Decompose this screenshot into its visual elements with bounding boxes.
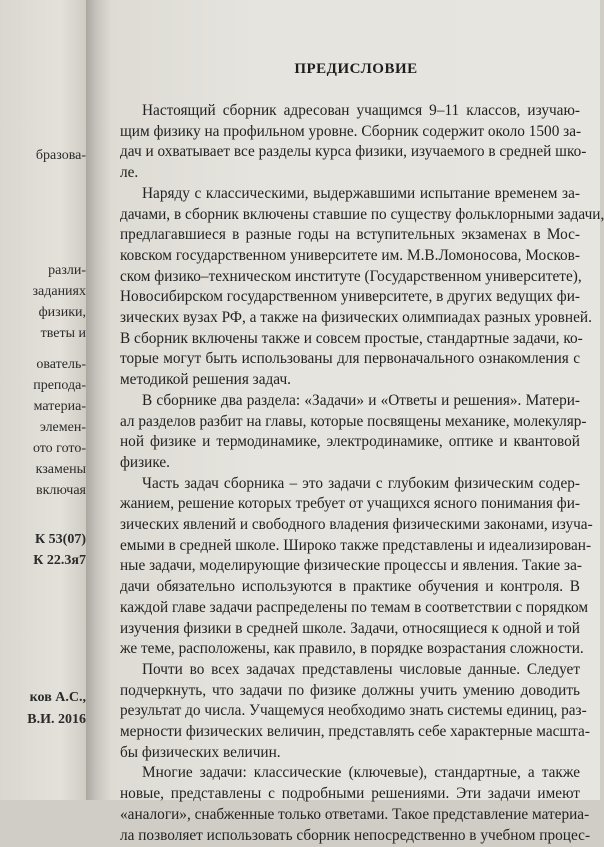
text-line: физике.: [120, 453, 170, 471]
text-line: предлагавшиеся в разные годы на вступительных экзаменах в Мос-: [120, 226, 580, 244]
left-page-text-fragment: заданиях: [32, 284, 86, 299]
text-line: результат до числа. Учащемуся необходимо знать системы единиц, раз-: [120, 702, 587, 720]
text-line: методикой решения задач.: [120, 371, 291, 389]
text-line: ла позволяет использовать сборник непосредственно в учебном процес-: [120, 826, 591, 844]
left-page-text-fragment: физики,: [38, 305, 86, 320]
text-line: ной физике и термодинамике, электродинамике, оптике и квантовой: [120, 433, 580, 451]
text-line: новые, представлены с подробными решениями. Эти задачи имеют: [120, 785, 580, 803]
text-line: ковском государственном университете им. М.В.Ломоносова, Москов-: [120, 246, 580, 264]
text-line: «аналоги», снабженные только ответами. Такое представление материа-: [120, 805, 590, 823]
text-line: мерности физических величин, представлять себе характерные масшта-: [120, 723, 590, 740]
left-page-text-fragment: включая: [35, 483, 86, 498]
text-line: В сборнике два раздела: «Задачи» и «Ответы и решения». Матери-: [142, 391, 580, 409]
text-line: зических вузах РФ, а также на физических олимпиадах разных уровней.: [120, 309, 592, 326]
text-line: же теме, расположены, как правило, в порядке возрастания сложности.: [120, 640, 584, 658]
right-page: [112, 0, 604, 844]
text-line: зических явлений и свободного владения физическими законами, изуча-: [120, 516, 593, 533]
left-page-text-fragment: ото гото-: [32, 441, 86, 456]
text-line: щим физику на профильном уровне. Сборник содержит около 1500 за-: [120, 122, 582, 140]
left-page: [0, 0, 86, 800]
page-title: ПРЕДИСЛОВИЕ: [294, 61, 418, 77]
left-page-text-fragment: препода-: [33, 378, 86, 393]
text-line: емыми в средней школе. Широко также представлены и идеализирован-: [120, 536, 592, 554]
text-line: торые могут быть использованы для первоначального ознакомления с: [120, 350, 580, 368]
left-page-text-fragment: ков А.С.,: [29, 690, 86, 705]
book-gutter: [86, 0, 112, 800]
left-page-text-fragment: тветы и: [40, 326, 86, 341]
text-line: Многие задачи: классические (ключевые), стандартные, а также: [142, 764, 580, 782]
text-line: Новосибирском государственном университете, в других ведущих фи-: [120, 288, 580, 306]
text-line: Наряду с классическими, выдержавшими испытание временем за-: [142, 184, 580, 202]
text-line: изучения физики в средней школе. Задачи, относящиеся к одной и той: [120, 619, 580, 637]
text-line: каждой главе задачи распределены по темам в соответствии с порядком: [120, 598, 589, 616]
left-page-text-fragment: кзамены: [35, 462, 86, 477]
left-page-text-fragment: разли-: [48, 263, 86, 278]
left-page-text-fragment: К 22.3я7: [33, 553, 86, 568]
text-line: Настоящий сборник адресован учащимся 9–11 классов, изучаю-: [142, 102, 580, 119]
text-line: Часть задач сборника – это задачи с глубоким физическим содер-: [142, 474, 580, 492]
text-line: дач и охватывает все разделы курса физики, изучаемого в средней шко-: [120, 143, 587, 161]
text-line: ные задачи, моделирующие физические процессы и явления. Такие за-: [120, 557, 582, 575]
text-line: ском физико–техническом институте (Государственном университете),: [120, 267, 582, 285]
text-line: Почти во всех задачах представлены числовые данные. Следует: [142, 660, 580, 678]
left-page-text-fragment: элемен-: [39, 420, 86, 435]
text-line: ал разделов разбит на главы, которые посвящены механике, молекуляр-: [120, 412, 587, 430]
left-page-text-fragment: К 53(07): [35, 532, 86, 547]
text-line: подчеркнуть, что задачи по физике должны учить умению доводить: [120, 681, 580, 699]
left-page-text-fragment: ователь-: [36, 357, 86, 372]
text-line: В сборник включены также и совсем простые, стандартные задачи, ко-: [120, 329, 583, 347]
text-line: ле.: [120, 164, 139, 182]
text-line: бы физических величин.: [120, 743, 281, 761]
text-line: жанием, решение которых требует от учащихся ясного понимания фи-: [120, 495, 580, 513]
left-page-text-fragment: материа-: [33, 399, 86, 414]
text-line: дачами, в сборник включены ставшие по существу фольклорными задачи,: [120, 205, 604, 223]
left-page-text-fragment: В.И. 2016: [27, 712, 86, 727]
text-line: дачи обязательно используются в практике обучения и контроля. В: [120, 578, 580, 596]
left-page-text-fragment: бразова-: [35, 148, 86, 163]
